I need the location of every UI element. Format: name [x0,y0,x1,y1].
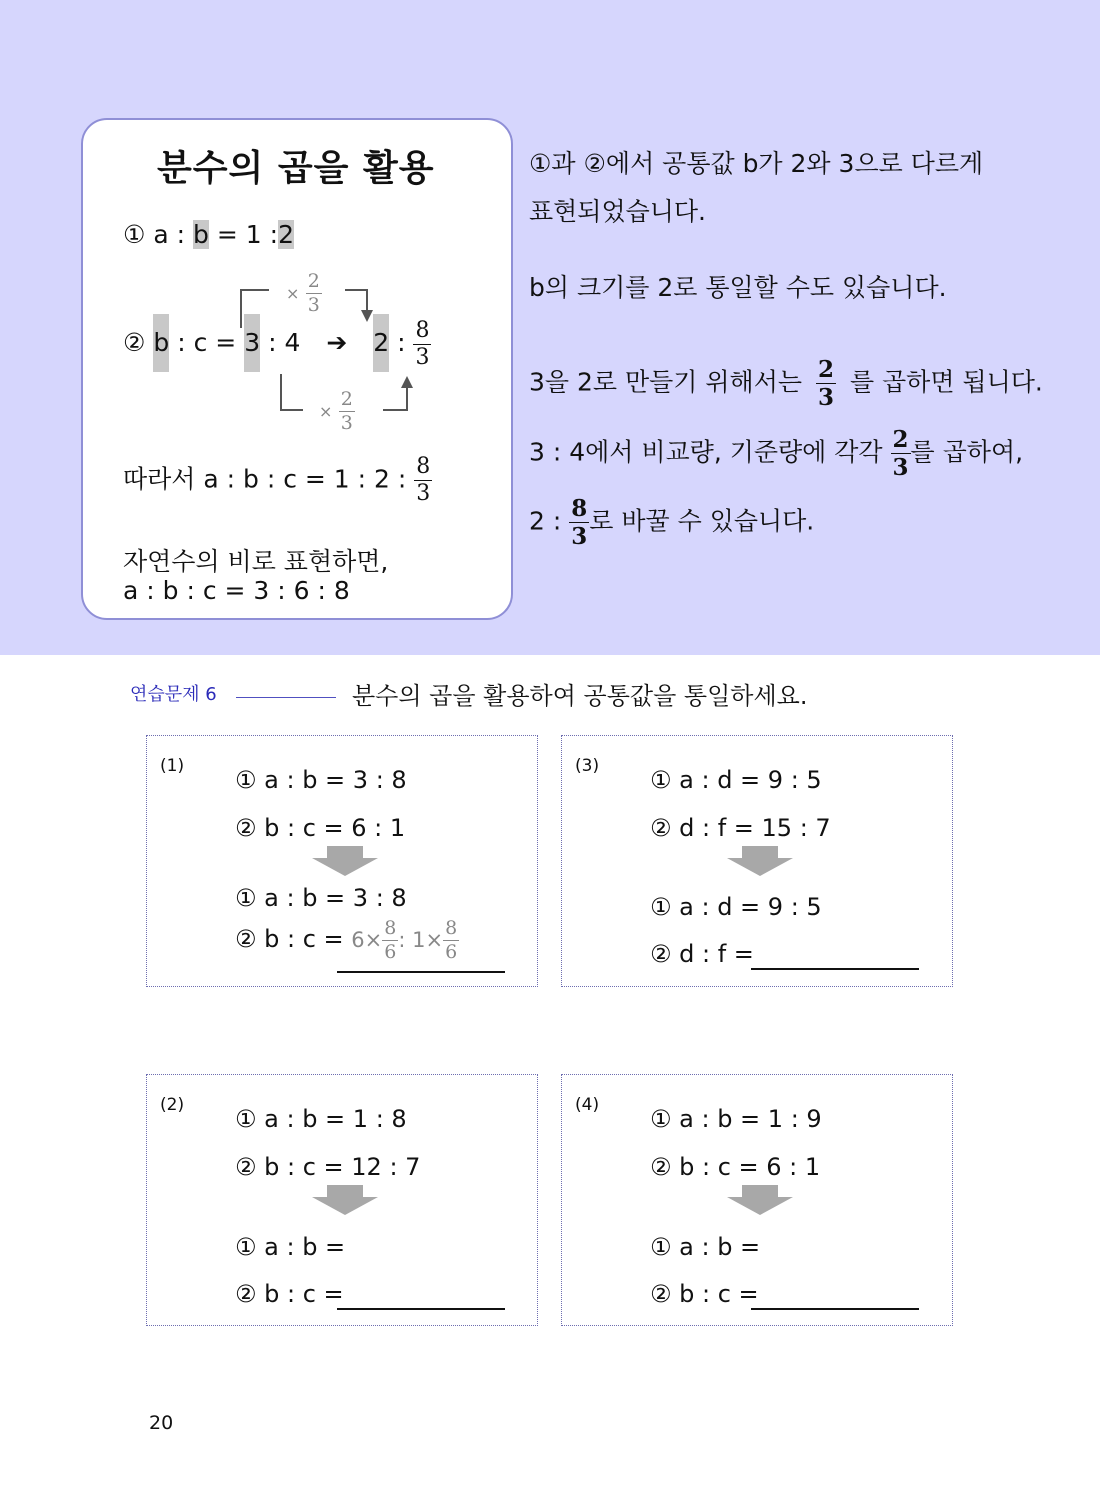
explanation-line-4: 3을 2로 만들기 위해서는 $\frac{2}{3}$ 를 곱하면 됩니다. [529,356,1043,411]
given-ratio-2: ② d : f = 15 : 7 [650,814,831,842]
down-arrow-icon [312,1185,378,1215]
exercise-instruction: 분수의 곱을 활용하여 공통값을 통일하세요. [352,682,808,710]
therefore-line: 따라서 a : b : c = 1 : 2 : $\frac{8}{3}$ [123,454,431,506]
multiplier-top: × $\frac{2}{3}$ [286,270,320,316]
hint-expression: 6× $\frac{8}{6}$ : 1× $\frac{8}{6}$ [351,916,458,963]
result-ratio-2: ② d : f = [650,940,754,968]
highlight-b: b [153,314,169,372]
problem-number: (2) [160,1095,185,1115]
problem-number: (1) [160,756,185,776]
answer-line[interactable] [337,971,505,973]
equation-2: ② b : c = 3 : 4 ➔ 2 : $\frac{8}{3}$ [123,314,431,372]
given-ratio-2: ② b : c = 12 : 7 [235,1153,421,1181]
result-ratio-1: ① a : b = [650,1233,761,1261]
result-ratio-2: ② b : c = 6× $\frac{8}{6}$ : 1× $\frac{8}{6}$ [235,916,458,963]
result-ratio-2: ② b : c = [650,1280,759,1308]
given-ratio-1: ① a : b = 1 : 9 [650,1105,822,1133]
equation-1: ① a : b = 1 :2 [123,220,294,249]
explanation-line-5: 3 : 4에서 비교량, 기준량에 각각 $\frac{2}{3}$ 를 곱하여, [529,426,1024,481]
given-ratio-1: ① a : b = 1 : 8 [235,1105,407,1133]
answer-line[interactable] [751,1308,919,1310]
given-ratio-2: ② b : c = 6 : 1 [235,814,406,842]
highlight-value-2: 2 [373,314,389,372]
explanation-line-2: 표현되었습니다. [529,197,706,226]
down-arrow-icon [312,846,378,876]
right-arrow-icon: ➔ [326,328,348,357]
highlight-b: b [193,220,209,249]
result-ratio-1: ① a : d = 9 : 5 [650,893,822,921]
problem-1-box [146,735,538,987]
explanation-line-6: 2 : $\frac{8}{3}$ 로 바꿀 수 있습니다. [529,495,815,550]
exercise-label-underline [236,697,336,698]
explanation-line-3: b의 크기를 2로 통일할 수도 있습니다. [529,273,947,302]
given-ratio-1: ① a : b = 3 : 8 [235,766,407,794]
natural-ratio-label: 자연수의 비로 표현하면, [123,547,389,576]
answer-line[interactable] [751,968,919,970]
problem-4-box [561,1074,953,1326]
problem-2-box [146,1074,538,1326]
problem-3-box [561,735,953,987]
multiplier-bottom: × $\frac{2}{3}$ [319,388,353,434]
concept-title: 분수의 곱을 활용 [157,148,435,189]
result-ratio-1: ① a : b = [235,1233,346,1261]
highlight-value-3: 3 [244,314,260,372]
explanation-line-1: ①과 ②에서 공통값 b가 2와 3으로 다르게 [529,149,984,178]
exercise-label: 연습문제 6 [130,684,217,705]
problem-number: (4) [575,1095,600,1115]
result-ratio-1: ① a : b = 3 : 8 [235,884,407,912]
page-number: 20 [149,1412,174,1434]
natural-ratio-result: a : b : c = 3 : 6 : 8 [123,576,350,605]
given-ratio-2: ② b : c = 6 : 1 [650,1153,821,1181]
down-arrow-icon [727,1185,793,1215]
down-arrow-icon [727,846,793,876]
concept-box [81,118,513,620]
problem-number: (3) [575,756,600,776]
result-ratio-2: ② b : c = [235,1280,344,1308]
answer-line[interactable] [337,1308,505,1310]
highlight-value-2: 2 [278,220,294,249]
given-ratio-1: ① a : d = 9 : 5 [650,766,822,794]
